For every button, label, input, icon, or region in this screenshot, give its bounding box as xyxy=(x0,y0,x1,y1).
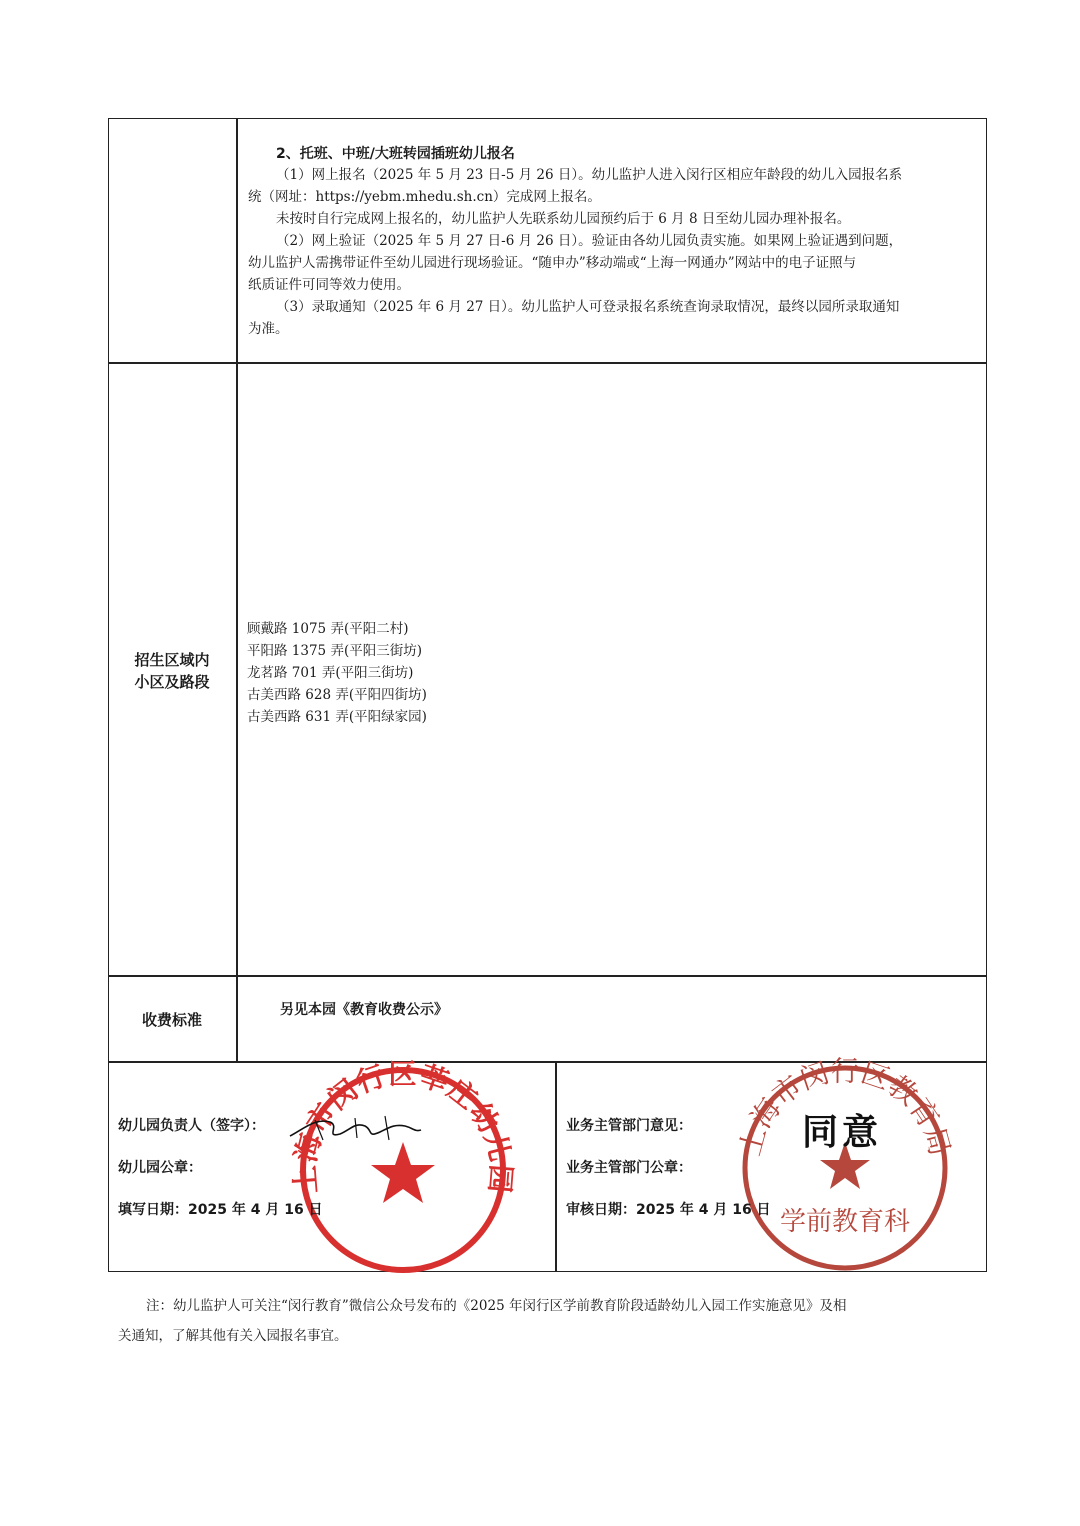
section2-line: 未按时自行完成网上报名的，幼儿监护人先联系幼儿园预约后于 6 月 8 日至幼儿园办理补报名。 xyxy=(276,211,851,227)
road-item: 龙茗路 701 弄(平阳三街坊) xyxy=(247,665,414,681)
principal-signature xyxy=(285,1108,425,1148)
fees-label: 收费标准 xyxy=(141,1011,202,1029)
road-item: 古美西路 628 弄(平阳四街坊) xyxy=(247,687,427,703)
bureau-stamp-subtext: 学前教育科 xyxy=(779,1207,911,1237)
fill-date xyxy=(118,1199,323,1219)
review-date xyxy=(566,1199,771,1219)
enrollment-area-label-line1: 招生区域内 xyxy=(134,651,210,669)
bureau-stamp xyxy=(733,1054,957,1273)
section2-line: 纸质证件可同等效力使用。 xyxy=(248,277,410,293)
label-column-divider xyxy=(236,118,238,1062)
section2-line: 统（网址：https://yebm.mhedu.sh.cn）完成网上报名。 xyxy=(248,189,601,205)
principal-signature-label: 幼儿园负责人（签字）： xyxy=(118,1118,265,1134)
fill-date-value: 2025 年 4 月 16 日 xyxy=(188,1202,323,1218)
section2-line: 幼儿监护人需携带证件至幼儿园进行现场验证。“随申办”移动端或“上海一网通办”网站中的电子证照与 xyxy=(248,255,857,271)
row-divider-2 xyxy=(108,975,987,977)
enrollment-area-label xyxy=(108,649,236,693)
kindergarten-stamp xyxy=(288,1057,518,1275)
section2-line: （3）录取通知（2025 年 6 月 27 日）。幼儿监护人可登录报名系统查询录取情况，最终以园所录取通知 xyxy=(276,299,900,315)
signoff-divider xyxy=(555,1061,557,1272)
department-seal-label: 业务主管部门公章： xyxy=(566,1160,692,1176)
review-date-value: 2025 年 4 月 16 日 xyxy=(636,1202,771,1218)
section2-line: （2）网上验证（2025 年 5 月 27 日-6 月 26 日）。验证由各幼儿园负责实施。如果网上验证遇到问题， xyxy=(276,233,903,249)
footnote-line1: 注：幼儿监护人可关注“闵行教育”微信公众号发布的《2025 年闵行区学前教育阶段适龄幼儿入园工作实施意见》及相 xyxy=(146,1298,847,1314)
footnote xyxy=(118,1291,968,1351)
department-opinion-label: 业务主管部门意见： xyxy=(566,1118,692,1134)
road-item: 顾戴路 1075 弄(平阳二村) xyxy=(247,621,409,637)
review-date-label: 审核日期： xyxy=(566,1202,636,1218)
kindergarten-seal-label: 幼儿园公章： xyxy=(118,1160,202,1176)
road-list xyxy=(247,618,427,728)
bureau-stamp-text: 上海市闵行区教育局 xyxy=(733,1054,957,1160)
section2-line: （1）网上报名（2025 年 5 月 23 日-5 月 26 日）。幼儿监护人进入闵行区相应年龄段的幼儿入园报名系 xyxy=(276,167,903,183)
road-item: 平阳路 1375 弄(平阳三街坊) xyxy=(247,643,422,659)
road-item: 古美西路 631 弄(平阳绿家园) xyxy=(247,709,427,725)
star-icon xyxy=(371,1142,435,1203)
fill-date-label: 填写日期： xyxy=(118,1202,188,1218)
section2-line: 为准。 xyxy=(248,321,289,337)
footnote-line2: 关通知，了解其他有关入园报名事宜。 xyxy=(118,1328,348,1344)
kindergarten-stamp-text: 上海市闵行区莘庄幼儿园 xyxy=(288,1057,518,1195)
approval-handwriting: 同意 xyxy=(802,1112,883,1153)
enrollment-area-label-line2: 小区及路段 xyxy=(134,673,210,691)
row-divider-1 xyxy=(108,362,987,364)
fees-value: 另见本园《教育收费公示》 xyxy=(280,1002,448,1018)
section2-heading: 2、托班、中班/大班转园插班幼儿报名 xyxy=(276,146,515,162)
